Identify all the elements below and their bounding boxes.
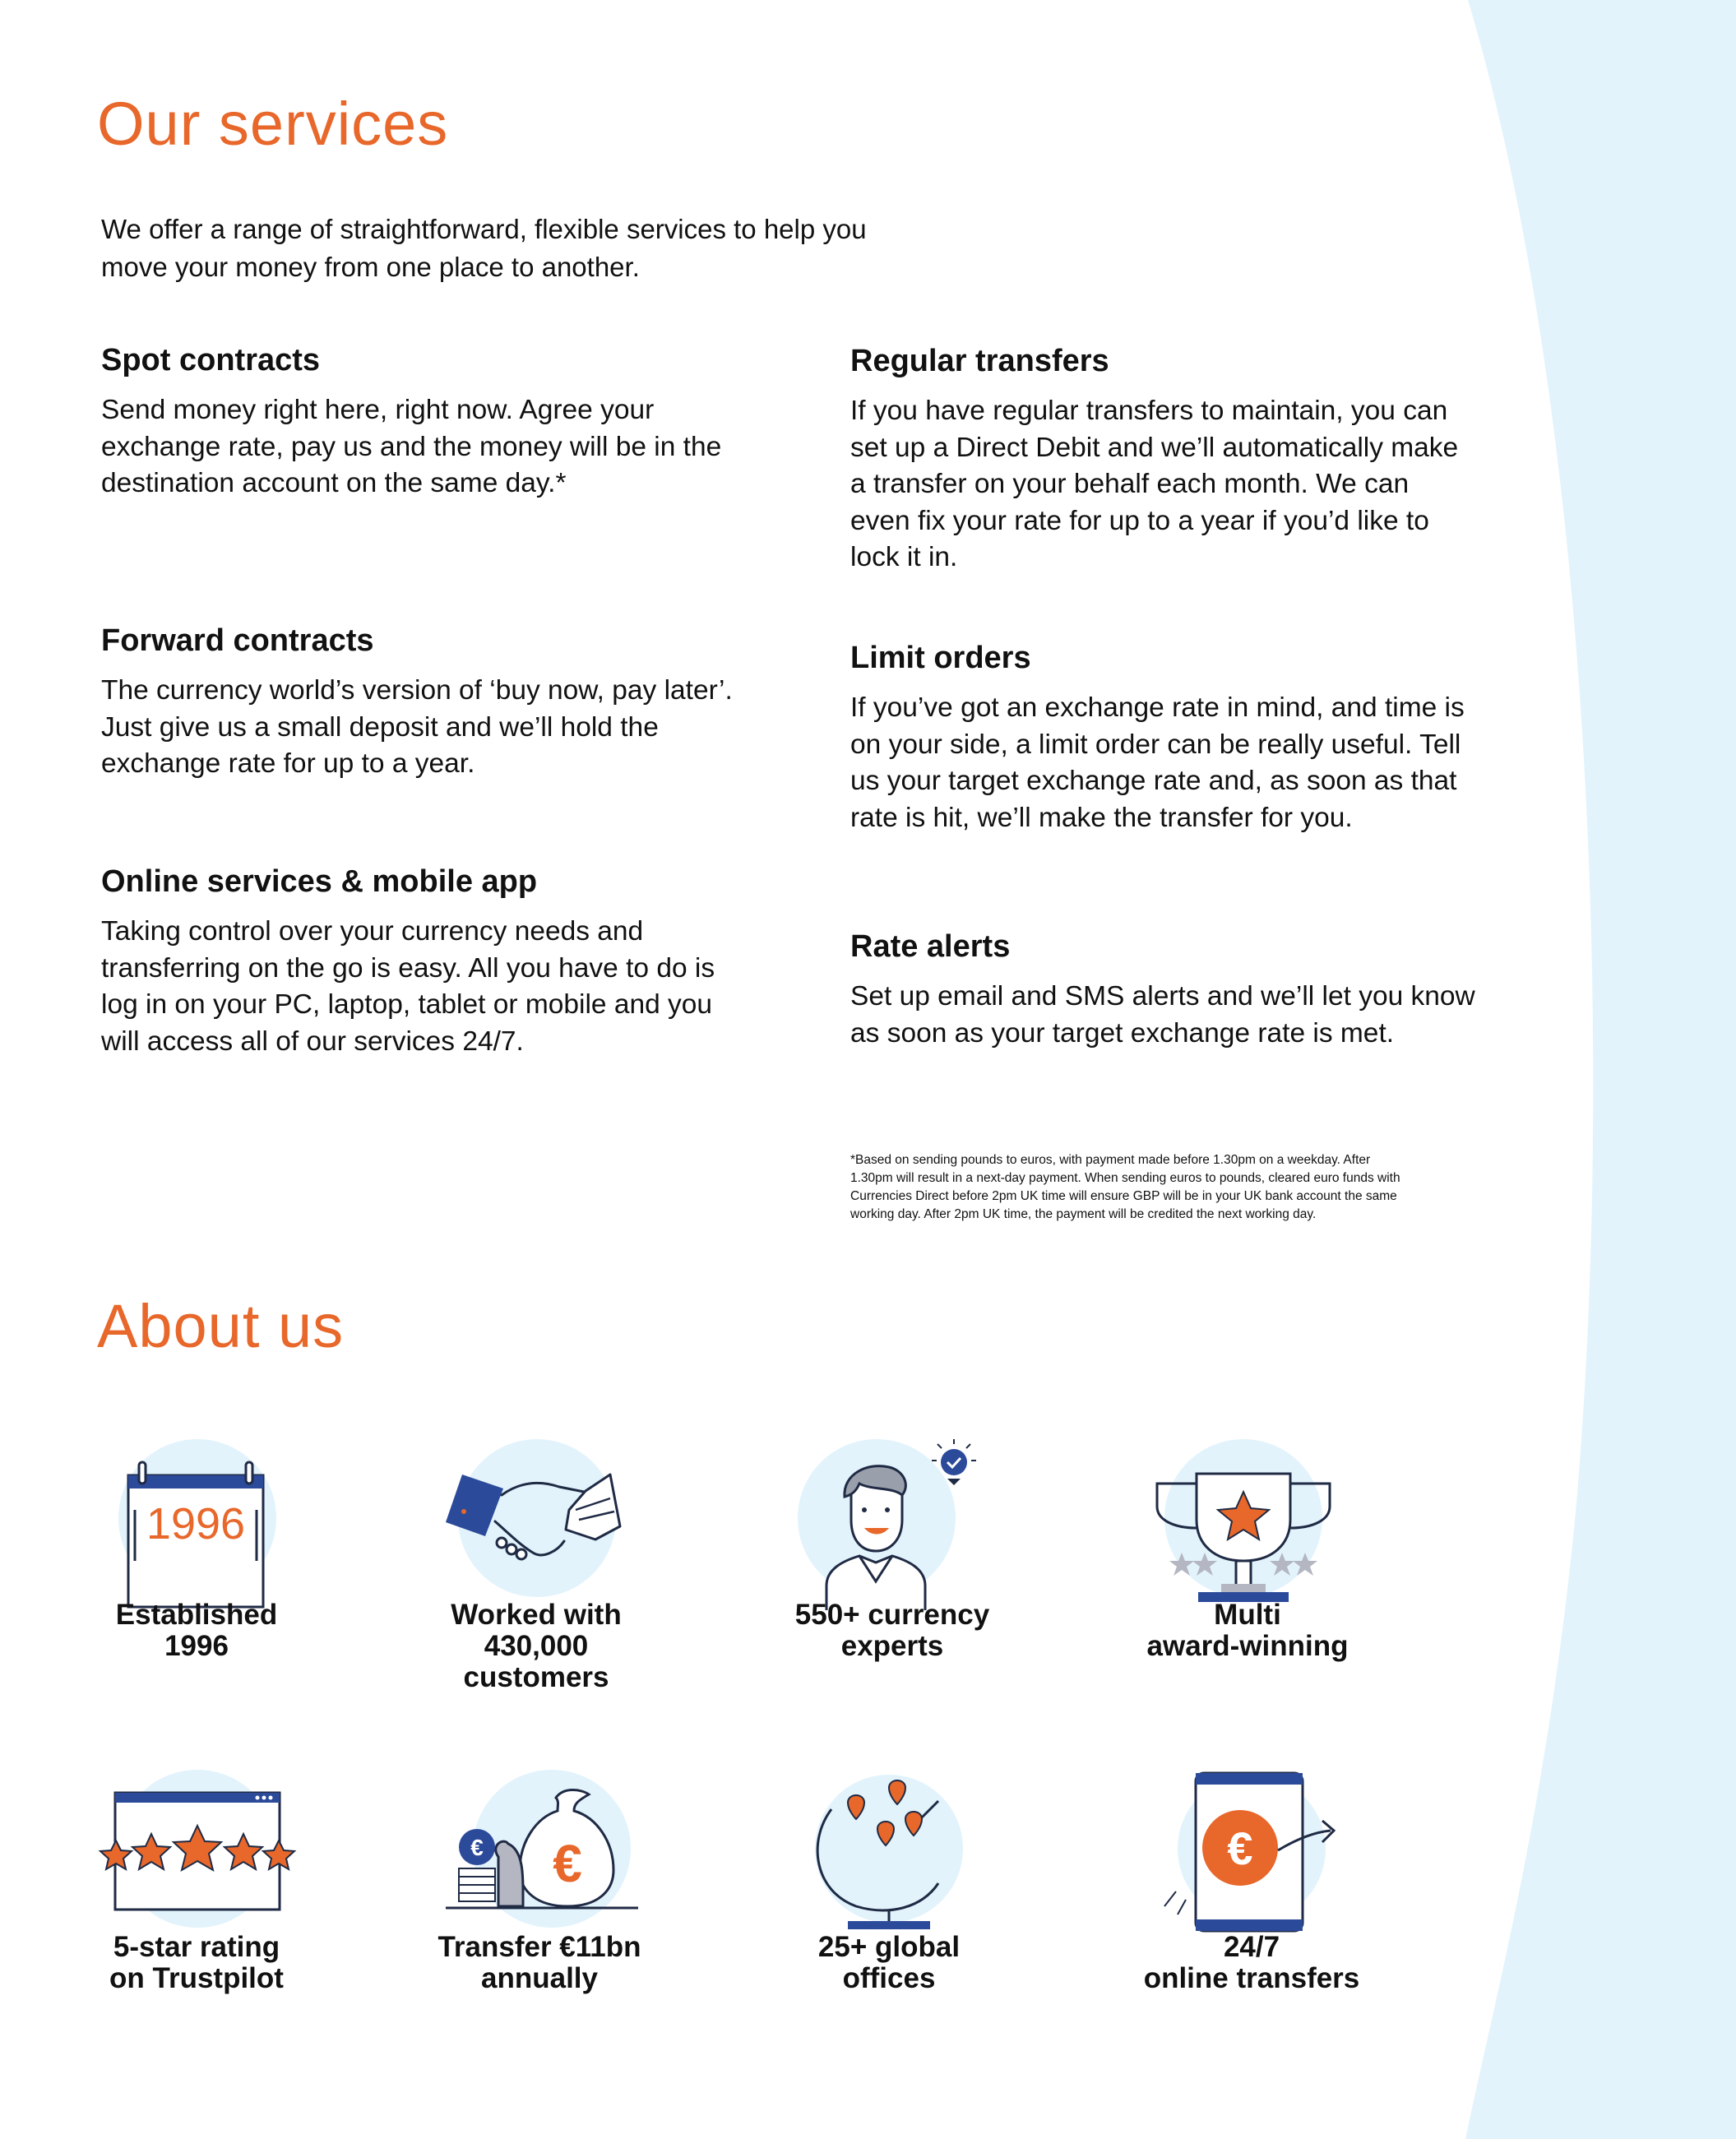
stat-label: Multi award-winning bbox=[1146, 1599, 1349, 1662]
service-body: The currency world’s version of ‘buy now, pay later’. Just give us a small deposit and we’ll hold the exchange rate for up to a year. bbox=[101, 675, 733, 779]
service-rate-alerts bbox=[850, 928, 1475, 1052]
svg-text:€: € bbox=[470, 1835, 484, 1860]
service-title: Rate alerts bbox=[850, 929, 1011, 964]
mobile-euro-text: € bbox=[1227, 1822, 1253, 1874]
service-title: Spot contracts bbox=[101, 343, 321, 377]
service-spot-contracts bbox=[101, 341, 726, 502]
stat-label: 550+ currency experts bbox=[794, 1599, 990, 1662]
globe-pins-icon bbox=[716, 1768, 1062, 1941]
stat-label: Established 1996 bbox=[115, 1599, 278, 1662]
service-title: Limit orders bbox=[850, 641, 1031, 675]
services-intro: We offer a range of straightforward, flexible services to help you move your money from one place to another. bbox=[101, 214, 867, 282]
trophy-icon bbox=[1075, 1438, 1420, 1610]
five-star-rating-icon bbox=[24, 1768, 369, 1941]
services-title: Our services bbox=[97, 90, 449, 158]
footnote: *Based on sending pounds to euros, with payment made before 1.30pm on a weekday. After 1.30pm will result in a next-day payment. When sending euros to pounds, cleared euro funds with Currencies Direct before 2pm UK time will ensure GBP will be in your UK bank account the same working day. After 2pm UK time, the payment will be credited the next working day. bbox=[850, 1153, 1400, 1221]
about-title: About us bbox=[97, 1292, 345, 1360]
stat-label: 5-star rating on Trustpilot bbox=[109, 1931, 284, 1994]
money-bag-euro-icon bbox=[367, 1768, 712, 1941]
stat-label: Worked with 430,000 customers bbox=[451, 1599, 622, 1693]
stat-label: 25+ global offices bbox=[817, 1931, 961, 1994]
service-title: Online services & mobile app bbox=[101, 864, 538, 899]
service-body: If you have regular transfers to maintain, you can set up a Direct Debit and we’ll automatically make a transfer on your behalf each month. We can even fix your rate for up to a year if you’d like to lock it in. bbox=[850, 396, 1459, 572]
service-online-mobile bbox=[101, 863, 726, 1060]
service-forward-contracts bbox=[101, 622, 743, 783]
service-body: Send money right here, right now. Agree your exchange rate, pay us and the money will be in the destination account on the same day.* bbox=[101, 395, 722, 498]
stat-label: Transfer €11bn annually bbox=[437, 1931, 641, 1994]
money-bag-euro-text: € bbox=[553, 1834, 582, 1893]
service-limit-orders bbox=[850, 639, 1475, 836]
calendar-year-text: 1996 bbox=[146, 1499, 246, 1549]
calendar-icon bbox=[24, 1438, 369, 1610]
service-title: Forward contracts bbox=[101, 623, 374, 658]
handshake-icon bbox=[363, 1438, 709, 1610]
service-body: If you’ve got an exchange rate in mind, and time is on your side, a limit order can be really useful. Tell us your target exchange rate and, as soon as that rate is hit, we’ll make the transfer for you. bbox=[850, 692, 1465, 833]
service-body: Set up email and SMS alerts and we’ll let you know as soon as your target exchange rate is met. bbox=[850, 981, 1475, 1049]
service-regular-transfers bbox=[850, 342, 1475, 576]
mobile-euro-icon bbox=[1079, 1768, 1424, 1941]
expert-person-icon bbox=[720, 1438, 1065, 1610]
service-body: Taking control over your currency needs and transferring on the go is easy. All you have to do is log in on your PC, laptop, tablet or mobile and you will access all of our services 24/7. bbox=[101, 916, 715, 1057]
stat-label: 24/7 online transfers bbox=[1143, 1931, 1360, 1994]
service-title: Regular transfers bbox=[850, 344, 1109, 378]
